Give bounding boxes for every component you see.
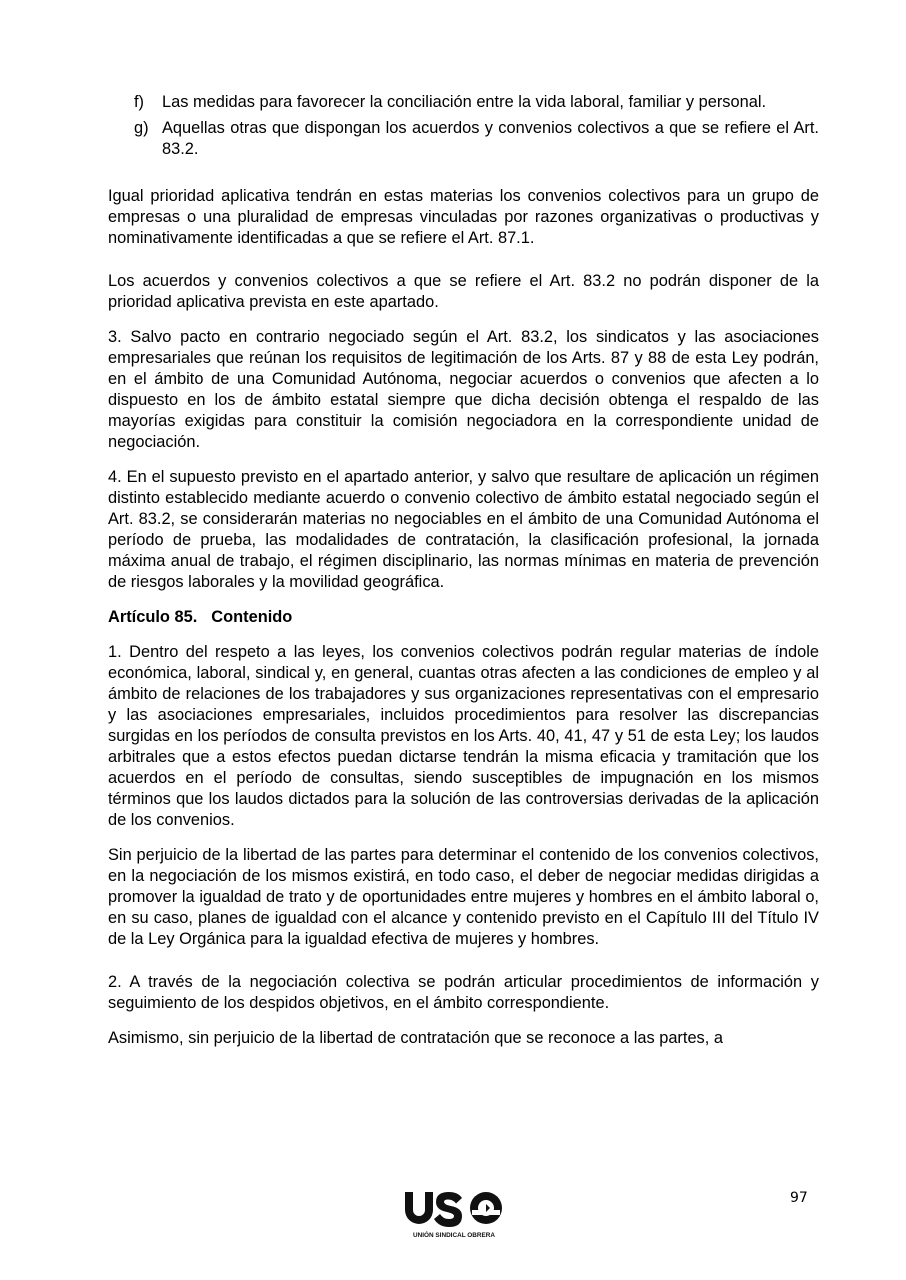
list-item-g — [134, 118, 819, 160]
paragraph-content-1: 1. Dentro del respeto a las leyes, los convenios colectivos podrán regular materias de índole económica, laboral, sindical y, en general, cuantas otras afecten a las condiciones de empleo y al ámbito de relaciones de los trabajadores y sus organizaciones representativas con el empresario y las asociaciones empresariales, incluidos procedimientos para resolver las discrepancias surgidas en los períodos de consulta previstos en los Arts. 40, 41, 47 y 51 de esta Ley; los laudos arbitrales que a estos efectos puedan dictarse tendrán la misma eficacia y tramitación que los acuerdos en el período de consultas, siendo susceptibles de impugnación en los mismos términos que los laudos dictados para la solución de las controversias derivadas de la aplicación de los convenios. — [108, 643, 819, 829]
paragraph-contracting: Asimismo, sin perjuicio de la libertad de contratación que se reconoce a las partes, a — [108, 1029, 723, 1047]
paragraph-group-priority: Igual prioridad aplicativa tendrán en estas materias los convenios colectivos para un grupo de empresas o una pluralidad de empresas vinculadas por razones organizativas o productivas y nominativamente identificadas a que se refiere el Art. 87.1. — [108, 187, 819, 247]
page-number: 97 — [790, 1190, 808, 1206]
list-marker: g) — [134, 119, 149, 137]
paragraph-equality: Sin perjuicio de la libertad de las partes para determinar el contenido de los convenios colectivos, en la negociación de los mismos existirá, en todo caso, el deber de negociar medidas dirigidas a promover la igualdad de trato y de oportunidades entre mujeres y hombres en el ámbito laboral o, en su caso, planes de igualdad con el alcance y contenido previsto en el Capítulo III del Título IV de la Ley Orgánica para la igualdad efectiva de mujeres y hombres. — [108, 846, 819, 948]
uso-logo — [402, 1188, 506, 1242]
paragraph-no-priority: Los acuerdos y convenios colectivos a que se refiere el Art. 83.2 no podrán disponer de la prioridad aplicativa prevista en este apartado. — [108, 272, 819, 311]
paragraph-content-2: 2. A través de la negociación colectiva se podrán articular procedimientos de información y seguimiento de los despidos objetivos, en el ámbito correspondiente. — [108, 973, 819, 1012]
paragraph-section-3: 3. Salvo pacto en contrario negociado según el Art. 83.2, los sindicatos y las asociaciones empresariales que reúnan los requisitos de legitimación de los Arts. 87 y 88 de esta Ley podrán, en el ámbito de una Comunidad Autónoma, negociar acuerdos o convenios que afecten a lo dispuesto en los de ámbito estatal siempre que dicha decisión obtenga el respaldo de las mayorías exigidas para constituir la comisión negociadora en la correspondiente unidad de negociación. — [108, 328, 819, 451]
article-title: Contenido — [211, 608, 293, 626]
list-marker: f) — [134, 93, 145, 111]
list-item-text: Aquellas otras que dispongan los acuerdos y convenios colectivos a que se refiere el Art. 83.2. — [162, 119, 819, 158]
article-heading — [108, 607, 819, 628]
document-body — [108, 92, 819, 1063]
article-number: Artículo 85. — [108, 608, 198, 626]
paragraph-section-4: 4. En el supuesto previsto en el apartado anterior, y salvo que resultare de aplicación un régimen distinto establecido mediante acuerdo o convenio colectivo de ámbito estatal negociado según el Art. 83.2, se considerarán materias no negociables en el ámbito de una Comunidad Autónoma el período de prueba, las modalidades de contratación, la clasificación profesional, la jornada máxima anual de trabajo, el régimen disciplinario, las normas mínimas en materia de prevención de riesgos laborales y la movilidad geográfica. — [108, 468, 819, 591]
list-item-f — [134, 92, 819, 113]
list-item-text: Las medidas para favorecer la conciliación entre la vida laboral, familiar y personal. — [162, 93, 767, 111]
logo-subtitle: UNIÓN SINDICAL OBRERA — [413, 1232, 495, 1239]
